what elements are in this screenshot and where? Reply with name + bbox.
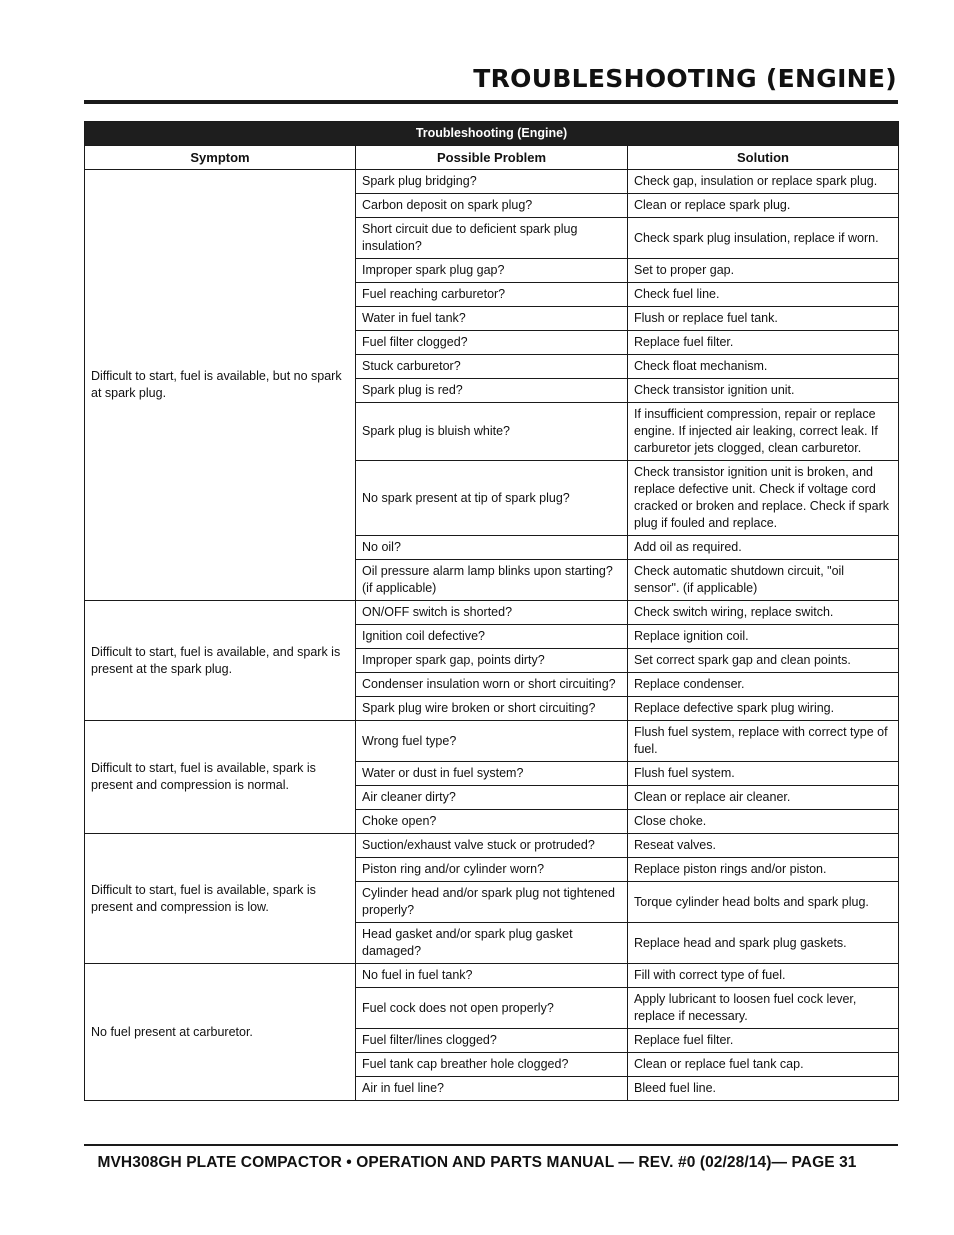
problem-cell: No spark present at tip of spark plug? [356, 461, 628, 536]
solution-cell: Replace head and spark plug gaskets. [628, 923, 899, 964]
solution-cell: Check spark plug insulation, replace if worn. [628, 218, 899, 259]
problem-cell: Spark plug wire broken or short circuiting? [356, 697, 628, 721]
problem-cell: Fuel tank cap breather hole clogged? [356, 1053, 628, 1077]
table-body [85, 170, 899, 1101]
table-caption: Troubleshooting (Engine) [85, 122, 899, 146]
solution-cell: Clean or replace spark plug. [628, 194, 899, 218]
solution-cell: Close choke. [628, 810, 899, 834]
solution-cell: Flush fuel system. [628, 762, 899, 786]
problem-cell: Spark plug is red? [356, 379, 628, 403]
solution-cell: Reseat valves. [628, 834, 899, 858]
solution-cell: Bleed fuel line. [628, 1077, 899, 1101]
problem-cell: Fuel reaching carburetor? [356, 283, 628, 307]
problem-cell: No oil? [356, 536, 628, 560]
problem-cell: Suction/exhaust valve stuck or protruded? [356, 834, 628, 858]
footer-rule [84, 1144, 898, 1146]
solution-cell: Clean or replace fuel tank cap. [628, 1053, 899, 1077]
solution-cell: Check switch wiring, replace switch. [628, 601, 899, 625]
problem-cell: Stuck carburetor? [356, 355, 628, 379]
problem-cell: Spark plug bridging? [356, 170, 628, 194]
solution-cell: Check automatic shutdown circuit, "oil sensor". (if applicable) [628, 560, 899, 601]
problem-cell: Choke open? [356, 810, 628, 834]
solution-cell: Check float mechanism. [628, 355, 899, 379]
symptom-cell: No fuel present at carburetor. [85, 964, 356, 1101]
solution-cell: Set correct spark gap and clean points. [628, 649, 899, 673]
problem-cell: Head gasket and/or spark plug gasket damaged? [356, 923, 628, 964]
solution-cell: Check gap, insulation or replace spark plug. [628, 170, 899, 194]
solution-cell: Flush or replace fuel tank. [628, 307, 899, 331]
solution-cell: Torque cylinder head bolts and spark plug. [628, 882, 899, 923]
problem-cell: Fuel cock does not open properly? [356, 988, 628, 1029]
problem-cell: ON/OFF switch is shorted? [356, 601, 628, 625]
problem-cell: Water or dust in fuel system? [356, 762, 628, 786]
solution-cell: Set to proper gap. [628, 259, 899, 283]
solution-cell: Clean or replace air cleaner. [628, 786, 899, 810]
problem-cell: Fuel filter clogged? [356, 331, 628, 355]
solution-cell: Flush fuel system, replace with correct type of fuel. [628, 721, 899, 762]
solution-cell: Check fuel line. [628, 283, 899, 307]
problem-cell: Ignition coil defective? [356, 625, 628, 649]
solution-cell: Replace ignition coil. [628, 625, 899, 649]
problem-cell: Spark plug is bluish white? [356, 403, 628, 461]
problem-cell: Air cleaner dirty? [356, 786, 628, 810]
solution-cell: Replace fuel filter. [628, 331, 899, 355]
solution-cell: Check transistor ignition unit is broken, and replace defective unit. Check if voltage cord cracked or broken and replace. Check if spark plug if fouled and replace. [628, 461, 899, 536]
solution-cell: Fill with correct type of fuel. [628, 964, 899, 988]
symptom-cell: Difficult to start, fuel is available, spark is present and compression is normal. [85, 721, 356, 834]
solution-cell: If insufficient compression, repair or replace engine. If injected air leaking, correct leak. If carburetor jets clogged, clean carburetor. [628, 403, 899, 461]
problem-cell: Improper spark gap, points dirty? [356, 649, 628, 673]
problem-cell: Oil pressure alarm lamp blinks upon starting? (if applicable) [356, 560, 628, 601]
table-row [85, 170, 899, 194]
page-title: TROUBLESHOOTING (ENGINE) [473, 64, 897, 93]
solution-cell: Replace defective spark plug wiring. [628, 697, 899, 721]
symptom-cell: Difficult to start, fuel is available, and spark is present at the spark plug. [85, 601, 356, 721]
table-header-row [85, 146, 899, 170]
problem-cell: Water in fuel tank? [356, 307, 628, 331]
solution-cell: Apply lubricant to loosen fuel cock lever, replace if necessary. [628, 988, 899, 1029]
symptom-cell: Difficult to start, fuel is available, spark is present and compression is low. [85, 834, 356, 964]
problem-cell: Piston ring and/or cylinder worn? [356, 858, 628, 882]
problem-cell: Carbon deposit on spark plug? [356, 194, 628, 218]
solution-cell: Replace fuel filter. [628, 1029, 899, 1053]
solution-cell: Check transistor ignition unit. [628, 379, 899, 403]
problem-cell: Condenser insulation worn or short circuiting? [356, 673, 628, 697]
solution-cell: Add oil as required. [628, 536, 899, 560]
table-row [85, 964, 899, 988]
problem-cell: Improper spark plug gap? [356, 259, 628, 283]
problem-cell: Short circuit due to deficient spark plug insulation? [356, 218, 628, 259]
page-footer: MVH308GH PLATE COMPACTOR • OPERATION AND PARTS MANUAL — REV. #0 (02/28/14)— PAGE 31 [97, 1154, 857, 1171]
solution-cell: Replace piston rings and/or piston. [628, 858, 899, 882]
column-header-symptom: Symptom [85, 146, 356, 170]
table-row [85, 721, 899, 762]
problem-cell: No fuel in fuel tank? [356, 964, 628, 988]
problem-cell: Cylinder head and/or spark plug not tightened properly? [356, 882, 628, 923]
table-row [85, 601, 899, 625]
column-header-possible-problem: Possible Problem [356, 146, 628, 170]
column-header-solution: Solution [628, 146, 899, 170]
table-row [85, 834, 899, 858]
solution-cell: Replace condenser. [628, 673, 899, 697]
table-caption-row [85, 122, 899, 146]
symptom-cell: Difficult to start, fuel is available, but no spark at spark plug. [85, 170, 356, 601]
title-rule [84, 100, 898, 104]
troubleshooting-table [84, 121, 899, 1101]
problem-cell: Wrong fuel type? [356, 721, 628, 762]
problem-cell: Fuel filter/lines clogged? [356, 1029, 628, 1053]
problem-cell: Air in fuel line? [356, 1077, 628, 1101]
